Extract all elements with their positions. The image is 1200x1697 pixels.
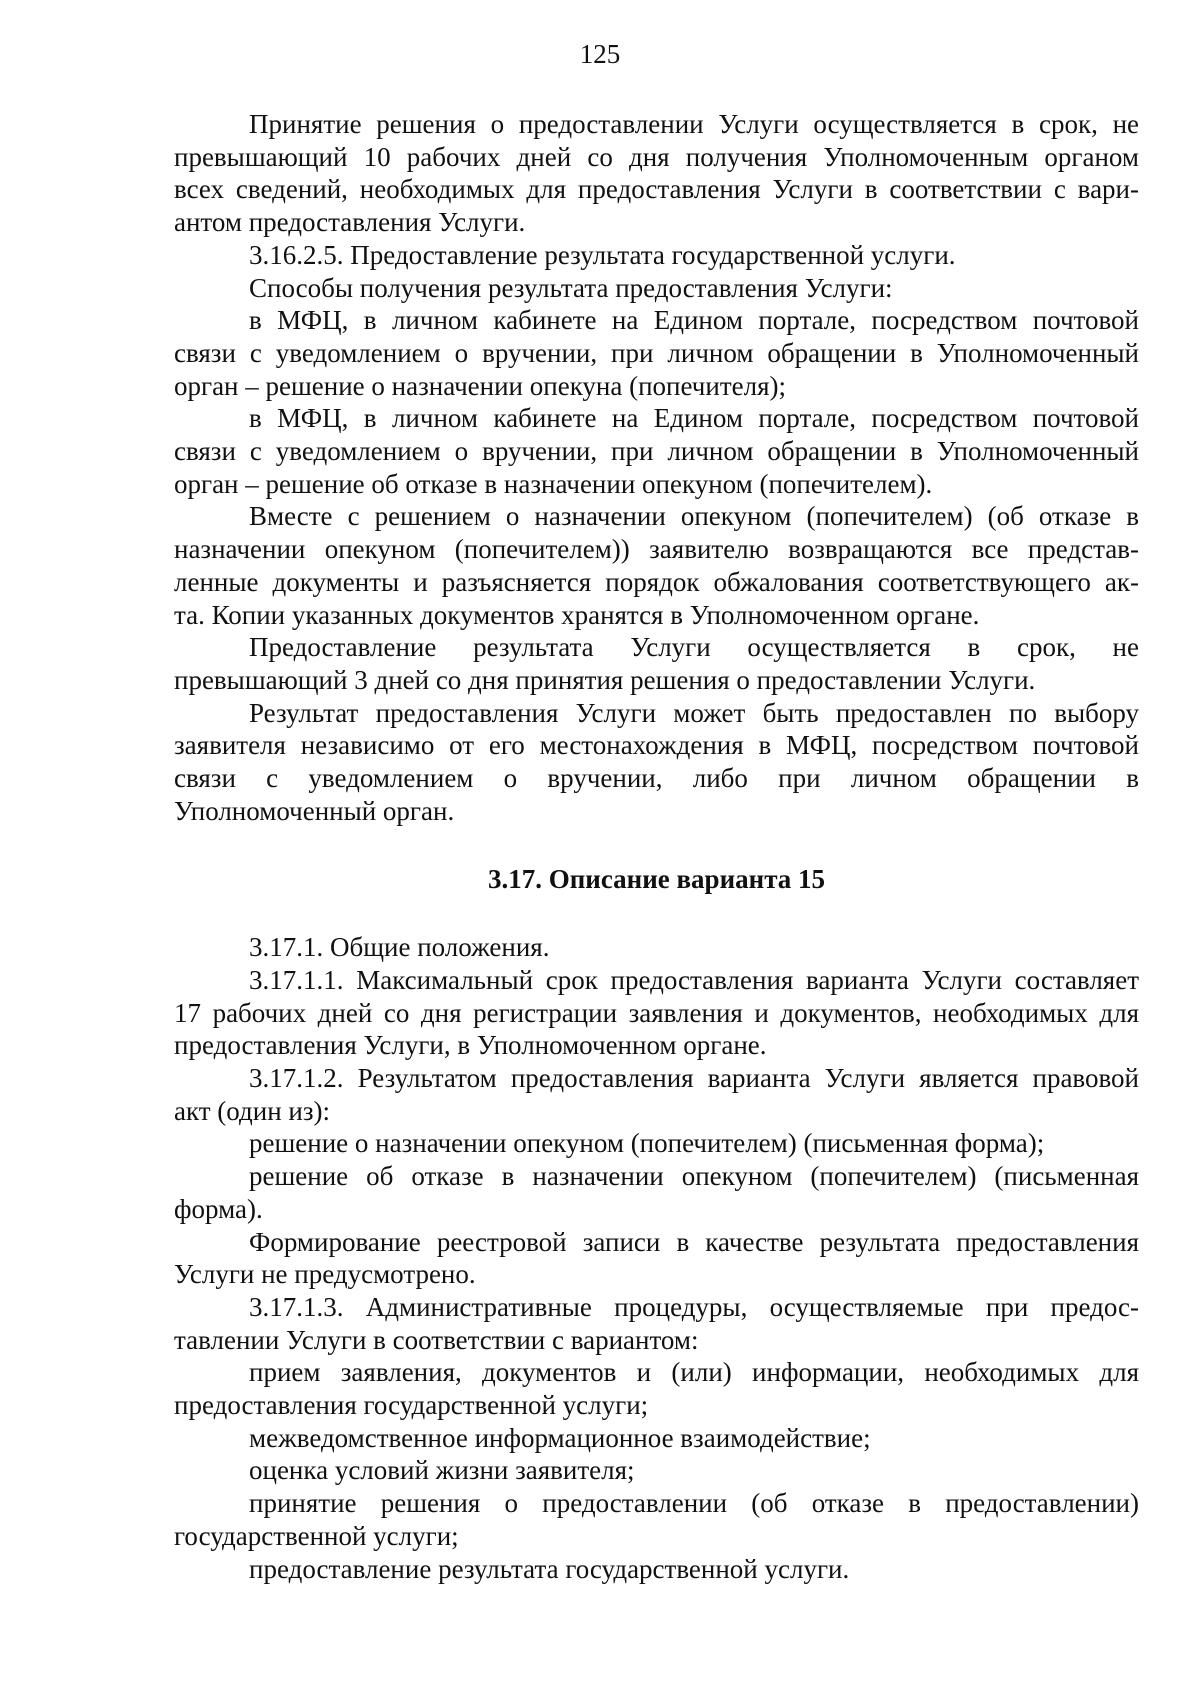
text-line: принятие решения о предоставлении (об отказе в предоставлении) bbox=[249, 1488, 1139, 1519]
text-line: государственной услуги; bbox=[174, 1520, 459, 1551]
paragraph bbox=[174, 1062, 1139, 1127]
text-line: решение о назначении опекуном (попечителем) (письменная форма); bbox=[249, 1128, 1045, 1159]
paragraph bbox=[174, 239, 1139, 272]
paragraph bbox=[174, 931, 1139, 964]
text-line: заявителя независимо от его местонахождения в МФЦ, посредством почтовой bbox=[174, 730, 1139, 761]
text-line: Способы получения результата предоставления Услуги: bbox=[249, 272, 893, 303]
text-line: 3.17.1. Общие положения. bbox=[249, 932, 550, 963]
section-3-17-text bbox=[174, 931, 1139, 1585]
paragraph bbox=[174, 697, 1139, 828]
text-line: предоставления Услуги, в Уполномоченном органе. bbox=[174, 1030, 767, 1061]
text-line: орган – решение об отказе в назначении опекуном (попечителем). bbox=[174, 468, 933, 499]
text-line: всех сведений, необходимых для предоставления Услуги в соответствии с вари- bbox=[174, 174, 1139, 205]
paragraph bbox=[174, 1553, 1139, 1586]
paragraph bbox=[174, 1422, 1139, 1455]
paragraph bbox=[174, 631, 1139, 696]
text-line: Предоставление результата Услуги осуществляется в срок, не bbox=[249, 632, 1139, 663]
paragraph bbox=[174, 304, 1139, 402]
text-line: тавлении Услуги в соответствии с вариантом: bbox=[174, 1324, 699, 1355]
text-line: акт (один из): bbox=[174, 1095, 331, 1126]
text-line: орган – решение о назначении опекуна (попечителя); bbox=[174, 370, 787, 401]
text-line: Услуги не предусмотрено. bbox=[174, 1259, 476, 1290]
section-heading: 3.17. Описание варианта 15 bbox=[487, 864, 826, 895]
text-line: Принятие решения о предоставлении Услуги осуществляется в срок, не bbox=[249, 109, 1139, 139]
text-line: межведомственное информационное взаимодействие; bbox=[249, 1422, 871, 1453]
text-line: в МФЦ, в личном кабинете на Едином портале, посредством почтовой bbox=[249, 305, 1139, 336]
text-line: та. Копии указанных документов хранятся в Уполномоченном органе. bbox=[174, 599, 980, 630]
text-line: 3.17.1.1. Максимальный срок предоставления варианта Услуги составляет bbox=[249, 964, 1139, 995]
text-line: 3.17.1.2. Результатом предоставления варианта Услуги является правовой bbox=[249, 1062, 1139, 1093]
text-line: Уполномоченный орган. bbox=[174, 795, 455, 826]
text-line: 17 рабочих дней со дня регистрации заявления и документов, необходимых для bbox=[174, 997, 1139, 1028]
paragraph bbox=[174, 1226, 1139, 1291]
text-line: в МФЦ, в личном кабинете на Едином портале, посредством почтовой bbox=[249, 403, 1139, 434]
text-line: 3.16.2.5. Предоставление результата государственной услуги. bbox=[249, 239, 956, 270]
paragraph bbox=[174, 1454, 1139, 1487]
text-line: предоставление результата государственной услуги. bbox=[249, 1553, 850, 1584]
page-number: 125 bbox=[579, 39, 621, 69]
paragraph bbox=[174, 1356, 1139, 1421]
paragraph bbox=[174, 108, 1139, 239]
text-line: превышающий 3 дней со дня принятия решения о предоставлении Услуги. bbox=[174, 664, 1036, 695]
text-line: связи с уведомлением о вручении, при личном обращении в Уполномоченный bbox=[174, 436, 1139, 467]
text-line: предоставления государственной услуги; bbox=[174, 1390, 649, 1421]
paragraph bbox=[174, 272, 1139, 305]
text-line: связи с уведомлением о вручении, либо при личном обращении в bbox=[174, 763, 1139, 794]
text-line: 3.17.1.3. Административные процедуры, осуществляемые при предос- bbox=[249, 1291, 1139, 1322]
paragraph bbox=[174, 1291, 1139, 1356]
text-line: оценка условий жизни заявителя; bbox=[249, 1455, 635, 1486]
text-line: Формирование реестровой записи в качестве результата предоставления bbox=[249, 1226, 1139, 1257]
text-line: ленные документы и разъясняется порядок обжалования соответствующего ак- bbox=[174, 566, 1139, 597]
text-line: антом предоставления Услуги. bbox=[174, 207, 526, 238]
paragraph bbox=[174, 402, 1139, 500]
text-line: назначении опекуном (попечителем)) заявителю возвращаются все представ- bbox=[174, 534, 1139, 565]
document-body bbox=[174, 108, 1139, 1585]
paragraph bbox=[174, 1160, 1139, 1225]
paragraph bbox=[174, 1487, 1139, 1552]
text-line: прием заявления, документов и (или) информации, необходимых для bbox=[249, 1357, 1139, 1388]
paragraph bbox=[174, 500, 1139, 631]
paragraph bbox=[174, 1127, 1139, 1160]
text-line: Результат предоставления Услуги может быть предоставлен по выбору bbox=[249, 697, 1139, 728]
text-line: связи с уведомлением о вручении, при личном обращении в Уполномоченный bbox=[174, 337, 1139, 368]
text-line: Вместе с решением о назначении опекуном (попечителем) (об отказе в bbox=[249, 501, 1139, 532]
text-line: превышающий 10 рабочих дней со дня получения Уполномоченным органом bbox=[174, 141, 1139, 172]
section-3-16-text bbox=[174, 108, 1139, 827]
text-line: решение об отказе в назначении опекуном (попечителем) (письменная bbox=[249, 1161, 1139, 1192]
text-line: форма). bbox=[174, 1193, 263, 1224]
paragraph bbox=[174, 964, 1139, 1062]
